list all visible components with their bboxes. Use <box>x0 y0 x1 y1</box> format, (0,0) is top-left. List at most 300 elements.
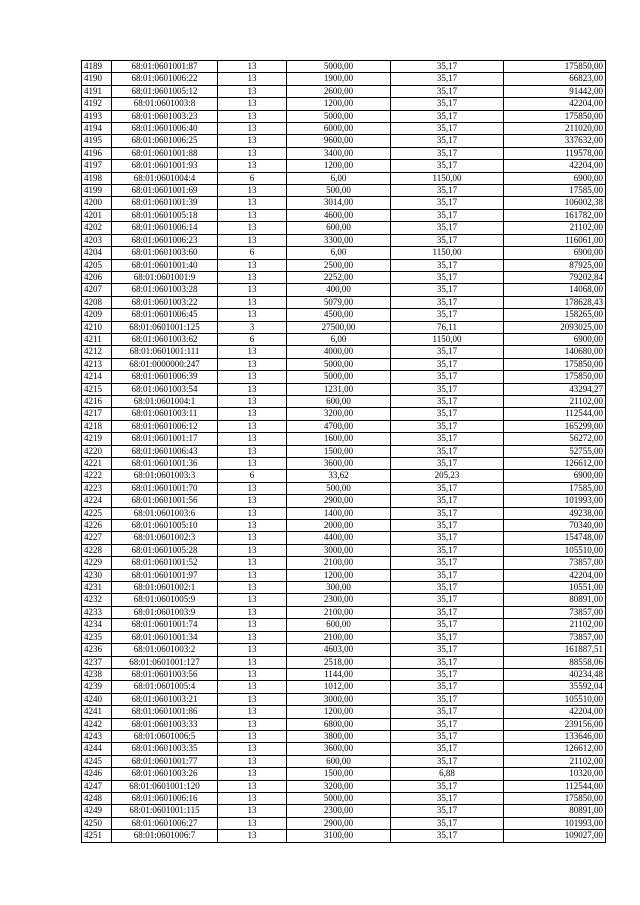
amount-cell: 175850,00 <box>504 110 606 122</box>
cadastral-number-cell: 68:01:0601005:18 <box>112 209 218 221</box>
amount-cell: 73857,00 <box>504 557 606 569</box>
row-number-cell: 4217 <box>82 408 112 420</box>
amount-cell: 101993,00 <box>504 495 606 507</box>
cadastral-number-cell: 68:01:0601003:11 <box>112 408 218 420</box>
amount-cell: 126612,00 <box>504 743 606 755</box>
rate-cell: 35,17 <box>391 383 504 395</box>
amount-cell: 21102,00 <box>504 619 606 631</box>
table-row <box>82 271 606 283</box>
table-row <box>82 433 606 445</box>
rate-cell: 6,88 <box>391 768 504 780</box>
category-cell: 13 <box>218 532 287 544</box>
amount-cell: 112544,00 <box>504 408 606 420</box>
table-row <box>82 98 606 110</box>
area-cell: 5000,00 <box>287 792 391 804</box>
rate-cell: 35,17 <box>391 631 504 643</box>
row-number-cell: 4211 <box>82 333 112 345</box>
cadastral-number-cell: 68:01:0601001:86 <box>112 706 218 718</box>
row-number-cell: 4196 <box>82 147 112 159</box>
table-row <box>82 197 606 209</box>
category-cell: 13 <box>218 817 287 829</box>
area-cell: 1144,00 <box>287 668 391 680</box>
area-cell: 6800,00 <box>287 718 391 730</box>
table-row <box>82 507 606 519</box>
table-row <box>82 420 606 432</box>
cadastral-number-cell: 68:01:0601001:87 <box>112 61 218 73</box>
amount-cell: 211020,00 <box>504 123 606 135</box>
area-cell: 3200,00 <box>287 408 391 420</box>
rate-cell: 35,17 <box>391 532 504 544</box>
area-cell: 2300,00 <box>287 805 391 817</box>
table-row <box>82 706 606 718</box>
row-number-cell: 4229 <box>82 557 112 569</box>
category-cell: 13 <box>218 433 287 445</box>
area-cell: 1600,00 <box>287 433 391 445</box>
rate-cell: 35,17 <box>391 395 504 407</box>
category-cell: 13 <box>218 606 287 618</box>
table-body <box>82 61 606 843</box>
area-cell: 5000,00 <box>287 110 391 122</box>
cadastral-number-cell: 68:01:0601006:23 <box>112 234 218 246</box>
row-number-cell: 4233 <box>82 606 112 618</box>
cadastral-number-cell: 68:01:0601001:127 <box>112 656 218 668</box>
table-row <box>82 606 606 618</box>
category-cell: 13 <box>218 234 287 246</box>
table-row <box>82 594 606 606</box>
rate-cell: 35,17 <box>391 830 504 842</box>
rate-cell: 35,17 <box>391 61 504 73</box>
cadastral-number-cell: 68:01:0601001:77 <box>112 755 218 767</box>
row-number-cell: 4246 <box>82 768 112 780</box>
rate-cell: 35,17 <box>391 135 504 147</box>
category-cell: 3 <box>218 321 287 333</box>
rate-cell: 35,17 <box>391 284 504 296</box>
rate-cell: 35,17 <box>391 371 504 383</box>
cadastral-number-cell: 68:01:0601006:12 <box>112 420 218 432</box>
amount-cell: 10551,00 <box>504 582 606 594</box>
cadastral-number-cell: 68:01:0601003:2 <box>112 644 218 656</box>
amount-cell: 6900,00 <box>504 333 606 345</box>
category-cell: 13 <box>218 185 287 197</box>
area-cell: 4400,00 <box>287 532 391 544</box>
amount-cell: 21102,00 <box>504 755 606 767</box>
row-number-cell: 4235 <box>82 631 112 643</box>
data-table <box>81 60 606 843</box>
rate-cell: 35,17 <box>391 594 504 606</box>
rate-cell: 35,17 <box>391 73 504 85</box>
cadastral-number-cell: 68:01:0601003:56 <box>112 668 218 680</box>
rate-cell: 35,17 <box>391 668 504 680</box>
table-row <box>82 408 606 420</box>
amount-cell: 21102,00 <box>504 395 606 407</box>
category-cell: 13 <box>218 730 287 742</box>
row-number-cell: 4204 <box>82 247 112 259</box>
category-cell: 13 <box>218 85 287 97</box>
rate-cell: 35,17 <box>391 644 504 656</box>
cadastral-number-cell: 68:01:0601002:1 <box>112 582 218 594</box>
category-cell: 13 <box>218 557 287 569</box>
area-cell: 3600,00 <box>287 458 391 470</box>
table-row <box>82 780 606 792</box>
area-cell: 3200,00 <box>287 780 391 792</box>
rate-cell: 35,17 <box>391 346 504 358</box>
amount-cell: 105510,00 <box>504 544 606 556</box>
table-row <box>82 792 606 804</box>
amount-cell: 161887,51 <box>504 644 606 656</box>
cadastral-number-cell: 68:01:0601003:62 <box>112 333 218 345</box>
table-row <box>82 544 606 556</box>
cadastral-number-cell: 68:01:0601006:45 <box>112 309 218 321</box>
table-row <box>82 482 606 494</box>
area-cell: 1400,00 <box>287 507 391 519</box>
table-row <box>82 247 606 259</box>
category-cell: 13 <box>218 681 287 693</box>
table-row <box>82 730 606 742</box>
cadastral-number-cell: 68:01:0601001:70 <box>112 482 218 494</box>
rate-cell: 35,17 <box>391 482 504 494</box>
rate-cell: 35,17 <box>391 445 504 457</box>
row-number-cell: 4251 <box>82 830 112 842</box>
area-cell: 3000,00 <box>287 544 391 556</box>
row-number-cell: 4239 <box>82 681 112 693</box>
cadastral-number-cell: 68:01:0601003:60 <box>112 247 218 259</box>
amount-cell: 52755,00 <box>504 445 606 457</box>
category-cell: 13 <box>218 309 287 321</box>
row-number-cell: 4228 <box>82 544 112 556</box>
amount-cell: 70340,00 <box>504 520 606 532</box>
table-row <box>82 371 606 383</box>
rate-cell: 35,17 <box>391 805 504 817</box>
category-cell: 13 <box>218 445 287 457</box>
table-row <box>82 85 606 97</box>
table-row <box>82 693 606 705</box>
rate-cell: 35,17 <box>391 259 504 271</box>
area-cell: 2500,00 <box>287 259 391 271</box>
row-number-cell: 4247 <box>82 780 112 792</box>
row-number-cell: 4200 <box>82 197 112 209</box>
rate-cell: 35,17 <box>391 730 504 742</box>
area-cell: 4700,00 <box>287 420 391 432</box>
cadastral-number-cell: 68:01:0000000:247 <box>112 358 218 370</box>
category-cell: 13 <box>218 123 287 135</box>
row-number-cell: 4238 <box>82 668 112 680</box>
rate-cell: 35,17 <box>391 234 504 246</box>
amount-cell: 140680,00 <box>504 346 606 358</box>
row-number-cell: 4242 <box>82 718 112 730</box>
cadastral-number-cell: 68:01:0601006:22 <box>112 73 218 85</box>
area-cell: 1231,00 <box>287 383 391 395</box>
amount-cell: 80891,00 <box>504 594 606 606</box>
table-row <box>82 358 606 370</box>
table-row <box>82 61 606 73</box>
table-row <box>82 817 606 829</box>
category-cell: 13 <box>218 569 287 581</box>
row-number-cell: 4199 <box>82 185 112 197</box>
area-cell: 2100,00 <box>287 606 391 618</box>
rate-cell: 35,17 <box>391 817 504 829</box>
amount-cell: 6900,00 <box>504 470 606 482</box>
category-cell: 13 <box>218 594 287 606</box>
table-row <box>82 445 606 457</box>
area-cell: 2000,00 <box>287 520 391 532</box>
cadastral-number-cell: 68:01:0601005:12 <box>112 85 218 97</box>
category-cell: 13 <box>218 544 287 556</box>
amount-cell: 239156,00 <box>504 718 606 730</box>
amount-cell: 17585,00 <box>504 482 606 494</box>
table-row <box>82 123 606 135</box>
table-row <box>82 395 606 407</box>
category-cell: 13 <box>218 631 287 643</box>
amount-cell: 126612,00 <box>504 458 606 470</box>
cadastral-number-cell: 68:01:0601006:5 <box>112 730 218 742</box>
area-cell: 400,00 <box>287 284 391 296</box>
amount-cell: 175850,00 <box>504 371 606 383</box>
amount-cell: 17585,00 <box>504 185 606 197</box>
table-row <box>82 222 606 234</box>
table-row <box>82 830 606 842</box>
amount-cell: 165299,00 <box>504 420 606 432</box>
row-number-cell: 4194 <box>82 123 112 135</box>
table-row <box>82 209 606 221</box>
area-cell: 4500,00 <box>287 309 391 321</box>
row-number-cell: 4212 <box>82 346 112 358</box>
row-number-cell: 4243 <box>82 730 112 742</box>
amount-cell: 14068,00 <box>504 284 606 296</box>
table-row <box>82 569 606 581</box>
category-cell: 13 <box>218 98 287 110</box>
rate-cell: 35,17 <box>391 98 504 110</box>
area-cell: 2100,00 <box>287 557 391 569</box>
cadastral-number-cell: 68:01:0601006:39 <box>112 371 218 383</box>
category-cell: 13 <box>218 482 287 494</box>
amount-cell: 175850,00 <box>504 358 606 370</box>
category-cell: 13 <box>218 495 287 507</box>
category-cell: 13 <box>218 693 287 705</box>
category-cell: 13 <box>218 743 287 755</box>
amount-cell: 6900,00 <box>504 247 606 259</box>
row-number-cell: 4232 <box>82 594 112 606</box>
category-cell: 13 <box>218 222 287 234</box>
rate-cell: 35,17 <box>391 420 504 432</box>
row-number-cell: 4193 <box>82 110 112 122</box>
amount-cell: 119578,00 <box>504 147 606 159</box>
category-cell: 13 <box>218 346 287 358</box>
rate-cell: 35,17 <box>391 569 504 581</box>
rate-cell: 1150,00 <box>391 172 504 184</box>
row-number-cell: 4248 <box>82 792 112 804</box>
amount-cell: 101993,00 <box>504 817 606 829</box>
amount-cell: 109027,00 <box>504 830 606 842</box>
table-row <box>82 458 606 470</box>
category-cell: 13 <box>218 619 287 631</box>
amount-cell: 178628,43 <box>504 296 606 308</box>
cadastral-number-cell: 68:01:0601003:21 <box>112 693 218 705</box>
area-cell: 1900,00 <box>287 73 391 85</box>
row-number-cell: 4206 <box>82 271 112 283</box>
amount-cell: 73857,00 <box>504 606 606 618</box>
row-number-cell: 4231 <box>82 582 112 594</box>
area-cell: 300,00 <box>287 582 391 594</box>
table-row <box>82 681 606 693</box>
area-cell: 2252,00 <box>287 271 391 283</box>
category-cell: 6 <box>218 333 287 345</box>
area-cell: 5079,00 <box>287 296 391 308</box>
area-cell: 500,00 <box>287 185 391 197</box>
table-row <box>82 520 606 532</box>
category-cell: 13 <box>218 358 287 370</box>
area-cell: 6,00 <box>287 172 391 184</box>
cadastral-number-cell: 68:01:0601001:111 <box>112 346 218 358</box>
area-cell: 3000,00 <box>287 693 391 705</box>
cadastral-number-cell: 68:01:0601001:39 <box>112 197 218 209</box>
category-cell: 13 <box>218 718 287 730</box>
table-row <box>82 333 606 345</box>
amount-cell: 175850,00 <box>504 61 606 73</box>
rate-cell: 35,17 <box>391 619 504 631</box>
area-cell: 2600,00 <box>287 85 391 97</box>
row-number-cell: 4201 <box>82 209 112 221</box>
area-cell: 1012,00 <box>287 681 391 693</box>
row-number-cell: 4195 <box>82 135 112 147</box>
table-row <box>82 805 606 817</box>
row-number-cell: 4245 <box>82 755 112 767</box>
row-number-cell: 4222 <box>82 470 112 482</box>
table-row <box>82 346 606 358</box>
cadastral-number-cell: 68:01:0601001:93 <box>112 160 218 172</box>
category-cell: 13 <box>218 408 287 420</box>
rate-cell: 35,17 <box>391 433 504 445</box>
amount-cell: 42204,00 <box>504 569 606 581</box>
table-row <box>82 172 606 184</box>
rate-cell: 35,17 <box>391 743 504 755</box>
row-number-cell: 4208 <box>82 296 112 308</box>
cadastral-number-cell: 68:01:0601003:33 <box>112 718 218 730</box>
rate-cell: 35,17 <box>391 780 504 792</box>
table-row <box>82 631 606 643</box>
category-cell: 13 <box>218 520 287 532</box>
row-number-cell: 4190 <box>82 73 112 85</box>
cadastral-number-cell: 68:01:0601001:52 <box>112 557 218 569</box>
table-row <box>82 619 606 631</box>
cadastral-number-cell: 68:01:0601003:8 <box>112 98 218 110</box>
cadastral-number-cell: 68:01:0601001:17 <box>112 433 218 445</box>
rate-cell: 35,17 <box>391 606 504 618</box>
area-cell: 3800,00 <box>287 730 391 742</box>
category-cell: 13 <box>218 147 287 159</box>
area-cell: 1200,00 <box>287 569 391 581</box>
cadastral-number-cell: 68:01:0601004:4 <box>112 172 218 184</box>
area-cell: 1200,00 <box>287 706 391 718</box>
row-number-cell: 4205 <box>82 259 112 271</box>
rate-cell: 1150,00 <box>391 247 504 259</box>
cadastral-number-cell: 68:01:0601001:88 <box>112 147 218 159</box>
cadastral-number-cell: 68:01:0601006:40 <box>112 123 218 135</box>
category-cell: 13 <box>218 110 287 122</box>
area-cell: 600,00 <box>287 222 391 234</box>
area-cell: 600,00 <box>287 619 391 631</box>
rate-cell: 35,17 <box>391 296 504 308</box>
rate-cell: 76,11 <box>391 321 504 333</box>
rate-cell: 1150,00 <box>391 333 504 345</box>
rate-cell: 35,17 <box>391 544 504 556</box>
amount-cell: 80891,00 <box>504 805 606 817</box>
table-row <box>82 495 606 507</box>
row-number-cell: 4209 <box>82 309 112 321</box>
amount-cell: 87925,00 <box>504 259 606 271</box>
cadastral-number-cell: 68:01:0601003:6 <box>112 507 218 519</box>
cadastral-number-cell: 68:01:0601006:27 <box>112 817 218 829</box>
cadastral-number-cell: 68:01:0601003:35 <box>112 743 218 755</box>
area-cell: 1500,00 <box>287 445 391 457</box>
area-cell: 600,00 <box>287 395 391 407</box>
category-cell: 13 <box>218 420 287 432</box>
cadastral-number-cell: 68:01:0601001:125 <box>112 321 218 333</box>
area-cell: 500,00 <box>287 482 391 494</box>
table-row <box>82 309 606 321</box>
amount-cell: 43294,27 <box>504 383 606 395</box>
amount-cell: 21102,00 <box>504 222 606 234</box>
amount-cell: 133646,00 <box>504 730 606 742</box>
category-cell: 13 <box>218 61 287 73</box>
amount-cell: 106002,38 <box>504 197 606 209</box>
cadastral-number-cell: 68:01:0601001:115 <box>112 805 218 817</box>
rate-cell: 35,17 <box>391 718 504 730</box>
table-row <box>82 718 606 730</box>
row-number-cell: 4192 <box>82 98 112 110</box>
table-row <box>82 147 606 159</box>
amount-cell: 73857,00 <box>504 631 606 643</box>
amount-cell: 91442,00 <box>504 85 606 97</box>
amount-cell: 161782,00 <box>504 209 606 221</box>
table-row <box>82 755 606 767</box>
row-number-cell: 4207 <box>82 284 112 296</box>
area-cell: 1200,00 <box>287 98 391 110</box>
rate-cell: 35,17 <box>391 520 504 532</box>
amount-cell: 154748,00 <box>504 532 606 544</box>
rate-cell: 35,17 <box>391 147 504 159</box>
row-number-cell: 4203 <box>82 234 112 246</box>
area-cell: 2518,00 <box>287 656 391 668</box>
table-row <box>82 383 606 395</box>
row-number-cell: 4220 <box>82 445 112 457</box>
area-cell: 1200,00 <box>287 160 391 172</box>
rate-cell: 35,17 <box>391 706 504 718</box>
rate-cell: 35,17 <box>391 693 504 705</box>
category-cell: 13 <box>218 284 287 296</box>
row-number-cell: 4241 <box>82 706 112 718</box>
rate-cell: 35,17 <box>391 656 504 668</box>
area-cell: 5000,00 <box>287 61 391 73</box>
category-cell: 6 <box>218 247 287 259</box>
row-number-cell: 4249 <box>82 805 112 817</box>
rate-cell: 35,17 <box>391 408 504 420</box>
table-row <box>82 259 606 271</box>
category-cell: 13 <box>218 755 287 767</box>
category-cell: 13 <box>218 160 287 172</box>
table-row <box>82 582 606 594</box>
row-number-cell: 4214 <box>82 371 112 383</box>
category-cell: 13 <box>218 656 287 668</box>
table-row <box>82 532 606 544</box>
category-cell: 13 <box>218 271 287 283</box>
rate-cell: 35,17 <box>391 197 504 209</box>
row-number-cell: 4237 <box>82 656 112 668</box>
table-row <box>82 234 606 246</box>
amount-cell: 10320,00 <box>504 768 606 780</box>
amount-cell: 66823,00 <box>504 73 606 85</box>
rate-cell: 35,17 <box>391 582 504 594</box>
table-row <box>82 110 606 122</box>
